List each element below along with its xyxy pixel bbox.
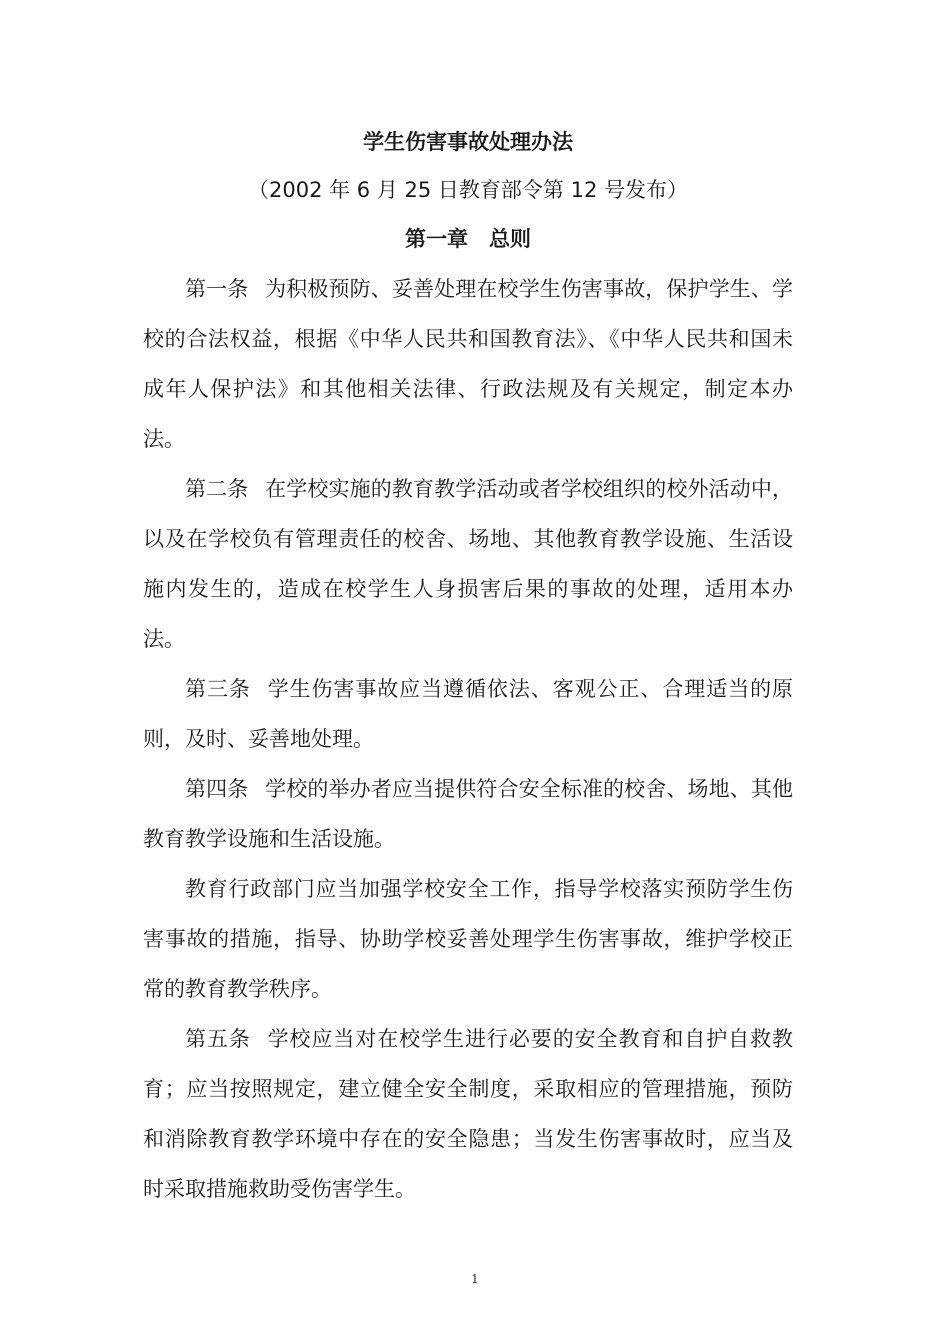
article-number: 第一条 xyxy=(185,277,249,301)
article-text: 学校应当对在校学生进行必要的安全教育和自护自救教育；应当按照规定，建立健全安全制度，采取相应的管理措施，预防和消除教育教学环境中存在的安全隐患；当发生伤害事故时，应当及时采取措施救助受伤害学生。 xyxy=(143,1027,794,1201)
article-text: 教育行政部门应当加强学校安全工作，指导学校落实预防学生伤害事故的措施，指导、协助学校妥善处理学生伤害事故，维护学校正常的教育教学秩序。 xyxy=(143,877,793,1001)
chapter-heading: 第一章 总则 xyxy=(405,227,531,251)
document-subtitle: （2002 年 6 月 25 日教育部令第 12 号发布） xyxy=(248,178,688,202)
article-number: 第二条 xyxy=(185,477,249,501)
article-4-paragraph-2 xyxy=(143,864,793,1014)
document-page xyxy=(143,118,793,1214)
article-number: 第五条 xyxy=(185,1027,251,1051)
article-text: 学校的举办者应当提供符合安全标准的校舍、场地、其他教育教学设施和生活设施。 xyxy=(143,777,794,851)
article-text: 为积极预防、妥善处理在校学生伤害事故，保护学生、学校的合法权益，根据《中华人民共和国教育法》、《中华人民共和国未成年人保护法》和其他相关法律、行政法规及有关规定，制定本办法。 xyxy=(143,277,794,451)
article-text: 在学校实施的教育教学活动或者学校组织的校外活动中，以及在学校负有管理责任的校舍、场地、其他教育教学设施、生活设施内发生的，造成在校学生人身损害后果的事故的处理，适用本办法。 xyxy=(143,477,794,651)
page-number: 1 xyxy=(471,1272,479,1286)
article-text: 学生伤害事故应当遵循依法、客观公正、合理适当的原则，及时、妥善地处理。 xyxy=(143,677,794,751)
document-title: 学生伤害事故处理办法 xyxy=(363,130,573,154)
article-3 xyxy=(143,664,793,764)
article-number: 第三条 xyxy=(185,677,251,701)
article-5 xyxy=(143,1014,793,1214)
article-number: 第四条 xyxy=(185,777,249,801)
article-4 xyxy=(143,764,793,864)
article-1 xyxy=(143,264,793,464)
article-2 xyxy=(143,464,793,664)
